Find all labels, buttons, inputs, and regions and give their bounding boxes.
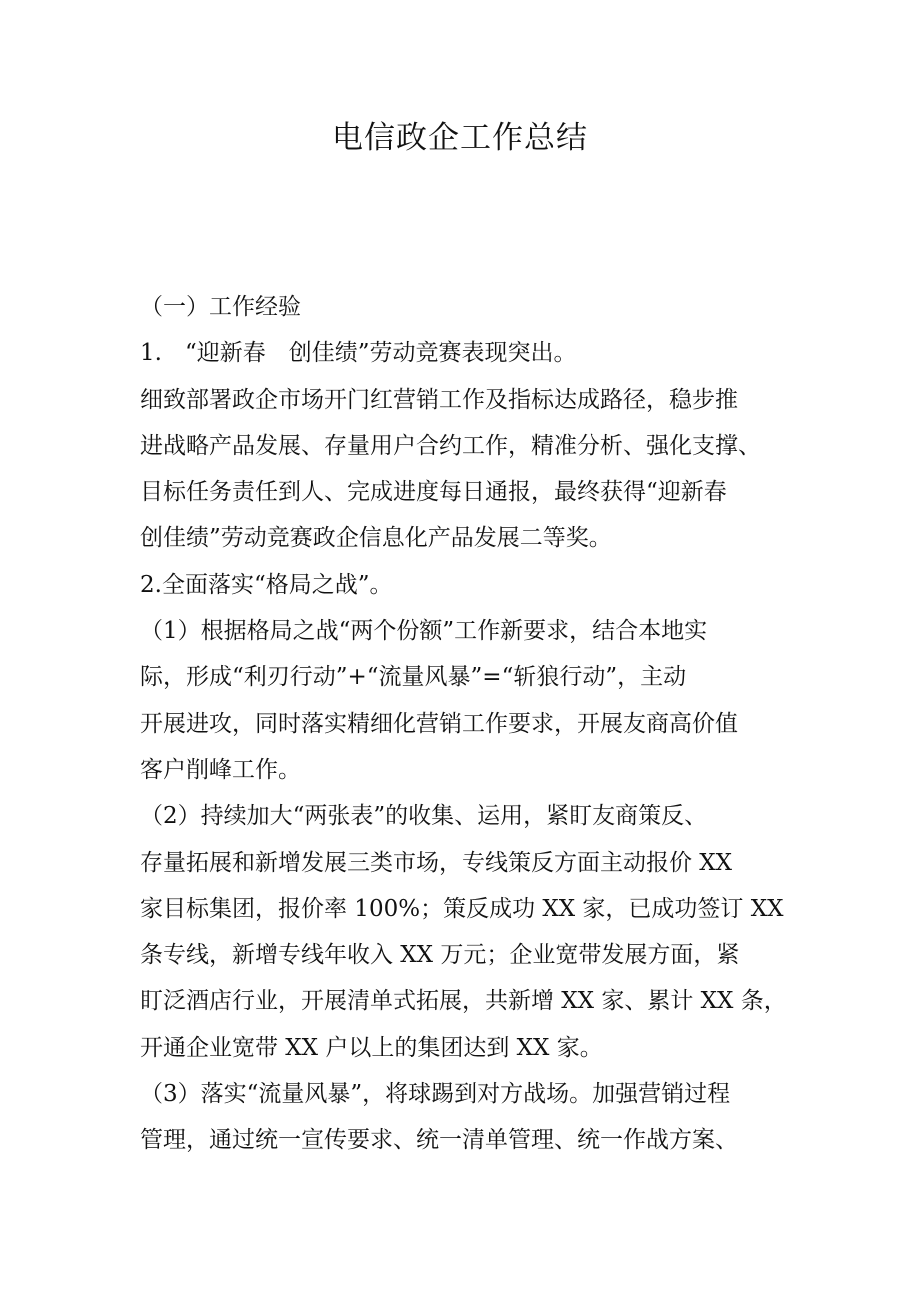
paragraph-line: 创佳绩”劳动竞赛政企信息化产品发展二等奖。 [140,525,612,552]
document-title: 电信政企工作总结 [332,120,588,156]
paragraph-line: 进战略产品发展、存量用户合约工作，精准分析、强化支撑、 [140,432,761,459]
section-heading-work-experience: （一）工作经验 [140,294,301,320]
paragraph-line: 目标任务责任到人、完成进度每日通报，最终获得“迎新春 [140,479,727,506]
document-body [140,284,790,1164]
paragraph-line: （2）持续加大“两张表”的收集、运用，紧盯友商策反、 [140,803,708,830]
paragraph-line: 存量拓展和新增发展三类市场，专线策反方面主动报价 XX [140,849,733,876]
paragraph-line: 管理，通过统一宣传要求、统一清单管理、统一作战方案、 [140,1127,738,1154]
paragraph-line: 客户削峰工作。 [140,756,301,783]
item-heading-1: 1. “迎新春 创佳绩”劳动竞赛表现突出。 [140,340,577,367]
paragraph-line: 条专线，新增专线年收入 XX 万元；企业宽带发展方面，紧 [140,942,740,969]
paragraph-line: 盯泛酒店行业，开展清单式拓展，共新增 XX 家、累计 XX 条， [140,988,787,1015]
paragraph-line: 家目标集团，报价率 100%；策反成功 XX 家，已成功签订 XX [140,895,784,922]
paragraph-line: 开展进攻，同时落实精细化营销工作要求，开展友商高价值 [140,710,738,737]
paragraph-line: （1）根据格局之战“两个份额”工作新要求，结合本地实 [140,618,708,645]
paragraph-line: 开通企业宽带 XX 户以上的集团达到 XX 家。 [140,1034,603,1061]
paragraph-line: （3）落实“流量风暴”，将球踢到对方战场。加强营销过程 [140,1081,731,1108]
paragraph-line: 细致部署政企市场开门红营销工作及指标达成路径，稳步推 [140,386,738,413]
item-heading-2: 2.全面落实“格局之战”。 [140,571,393,598]
paragraph-line: 际，形成“利刃行动”+“流量风暴”=“斩狼行动”，主动 [140,664,687,691]
